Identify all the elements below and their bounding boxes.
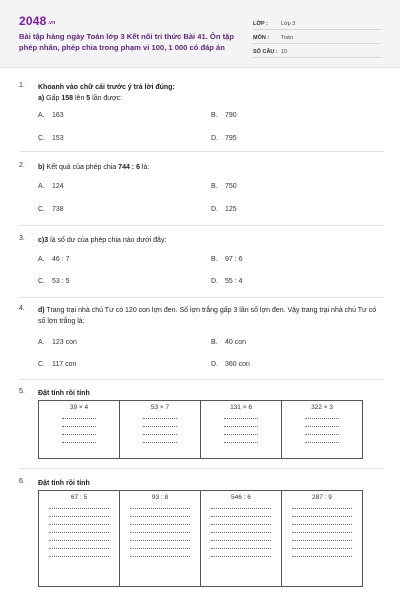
expression: 131 × 6 [230,404,252,411]
option-c[interactable] [38,361,76,368]
option-c[interactable] [38,278,70,285]
option-a[interactable] [38,256,70,263]
answer-line [130,538,190,541]
expression: 53 × 7 [150,404,170,411]
question-fragment: Gấp [46,95,62,102]
option-letter: B. [211,112,218,119]
question-instruction: Khoanh vào chữ cái trước ý trả lời đúng: [38,84,175,91]
question-fragment: lên [73,95,87,102]
answer-line [49,506,109,509]
answer-line [305,424,339,427]
meta-value: 10 [281,49,288,55]
option-text: 738 [52,206,64,213]
divider [19,225,384,226]
option-text: 153 [52,135,64,142]
worksheet-title: Bài tập hàng ngày Toán lớp 3 Kết nối tri thức Bài 41. Ôn tập phép nhân, phép chia trong phạm vi 100, 1 000 có đáp án [19,32,234,52]
question-instruction: Đặt tính rồi tính [38,390,90,397]
answer-line [211,514,271,517]
answer-line [292,554,352,557]
option-text: 123 con [52,339,77,346]
answer-line [143,416,177,419]
meta-row-class [253,16,381,30]
logo-text: 2048 [19,14,47,28]
meta-value: Lớp 3 [281,21,296,27]
question-number: 1. [19,82,25,89]
question-part-label: b) [38,164,45,171]
expression: 93 : 8 [151,494,169,501]
meta-value: Toán [281,35,293,41]
question-number: 5. [19,388,25,395]
expression: 287 : 9 [312,494,332,501]
expression: 546 : 6 [231,494,251,501]
option-text: 750 [225,183,237,190]
answer-line [211,530,271,533]
answer-line [305,416,339,419]
meta-key: MÔN : [253,35,270,41]
option-letter: D. [211,135,218,142]
answer-line [62,416,96,419]
answer-line [49,514,109,517]
answer-line [62,424,96,427]
question-number-value: 158 [61,95,74,102]
answer-line [130,554,190,557]
question-part-label: c) [38,237,45,244]
page-header [0,0,400,68]
work-cell[interactable] [282,401,363,459]
question-fragment: Kết quả của phép chia [44,164,119,171]
option-text: 125 [225,206,237,213]
option-c[interactable] [38,206,64,213]
question-fragment: lần được: [90,95,123,102]
option-text: 55 : 4 [225,278,243,285]
answer-line [292,514,352,517]
expression: 322 × 3 [311,404,333,411]
question-3 [19,235,384,295]
question-number-value: 5 [86,95,91,102]
answer-line [292,506,352,509]
option-text: 53 : 5 [52,278,70,285]
option-b[interactable] [211,183,237,190]
work-cell[interactable] [201,491,282,587]
answer-line [292,546,352,549]
question-part-label: d) [38,307,45,314]
option-letter: D. [211,278,218,285]
answer-line [143,424,177,427]
question-number: 6. [19,478,25,485]
answer-line [130,530,190,533]
answer-line [143,432,177,435]
question-fragment: là: [139,164,150,171]
option-b[interactable] [211,112,237,119]
option-text: 46 : 7 [52,256,70,263]
option-a[interactable] [38,112,64,119]
option-text: 117 con [52,361,77,368]
option-letter: A. [38,112,45,119]
answer-line [130,546,190,549]
answer-line [305,440,339,443]
answer-line [292,522,352,525]
work-cell[interactable] [39,491,120,587]
work-cell[interactable] [39,401,120,459]
answer-line [49,530,109,533]
question-part-label: a) [38,95,47,102]
expression: 39 × 4 [69,404,89,411]
question-instruction: Đặt tính rồi tính [38,480,90,487]
question-text [38,82,383,104]
site-logo[interactable] [19,14,55,28]
option-letter: B. [211,256,218,263]
answer-line [62,440,96,443]
answer-line [211,554,271,557]
option-a[interactable] [38,339,77,346]
option-d[interactable] [211,361,250,368]
answer-line [62,432,96,435]
option-b[interactable] [211,339,246,346]
work-table-multiplication [38,400,363,459]
divider [19,468,384,469]
option-text: 124 [52,183,64,190]
option-text: 795 [225,135,237,142]
option-d[interactable] [211,206,237,213]
answer-line [292,530,352,533]
answer-line [130,506,190,509]
option-a[interactable] [38,183,64,190]
question-number: 2. [19,162,25,169]
option-letter: A. [38,339,45,346]
answer-line [49,538,109,541]
expression: 67 : 5 [70,494,88,501]
answer-line [211,546,271,549]
question-text [38,305,383,327]
work-cell[interactable] [282,491,363,587]
question-number-value: 744 : 6 [118,164,140,171]
option-letter: C. [38,361,45,368]
question-number-value: 3 [44,237,49,244]
work-cell[interactable] [120,491,201,587]
answer-line [305,432,339,435]
answer-line [224,424,258,427]
question-text [38,235,383,246]
question-number: 4. [19,305,25,312]
option-d[interactable] [211,278,243,285]
answer-line [292,538,352,541]
question-number: 3. [19,235,25,242]
answer-line [211,522,271,525]
work-cell[interactable] [120,401,201,459]
option-letter: C. [38,206,45,213]
question-fragment: Trang trại nhà chú Tư có 120 con lợn đen. Số lợn trắng gấp 3 lần số lợn đen. Vậy trang trại nhà chú Tư có số lợn trắng là: [38,307,377,325]
question-text [38,478,383,489]
option-text: 40 con [225,339,247,346]
meta-row-count [253,44,381,58]
option-letter: D. [211,361,218,368]
option-letter: C. [38,135,45,142]
answer-line [143,440,177,443]
work-cell[interactable] [201,401,282,459]
answer-line [211,506,271,509]
answer-line [49,554,109,557]
answer-line [224,432,258,435]
question-4 [19,305,384,375]
option-letter: A. [38,256,45,263]
option-d[interactable] [211,135,237,142]
option-text: 97 : 6 [225,256,243,263]
option-text: 790 [225,112,237,119]
divider [19,297,384,298]
option-letter: A. [38,183,45,190]
question-1 [19,82,384,152]
meta-key: LỚP : [253,21,268,27]
divider [19,151,384,152]
question-text [38,388,383,399]
meta-row-subject [253,30,381,44]
meta-info [253,16,381,58]
question-text [38,162,383,173]
answer-line [49,546,109,549]
divider [19,379,384,380]
answer-line [130,522,190,525]
answer-line [130,514,190,517]
option-text: 163 [52,112,64,119]
answer-line [211,538,271,541]
option-text: 360 con [225,361,250,368]
answer-line [224,440,258,443]
question-2 [19,162,384,222]
work-table-division [38,490,363,587]
question-fragment: là số dư của phép chia nào dưới đây: [48,237,167,244]
option-letter: D. [211,206,218,213]
meta-key: SỐ CÂU : [253,49,278,55]
option-letter: B. [211,183,218,190]
answer-line [49,522,109,525]
option-c[interactable] [38,135,64,142]
option-letter: C. [38,278,45,285]
answer-line [224,416,258,419]
logo-suffix: .vn [47,20,56,26]
option-letter: B. [211,339,218,346]
option-b[interactable] [211,256,243,263]
